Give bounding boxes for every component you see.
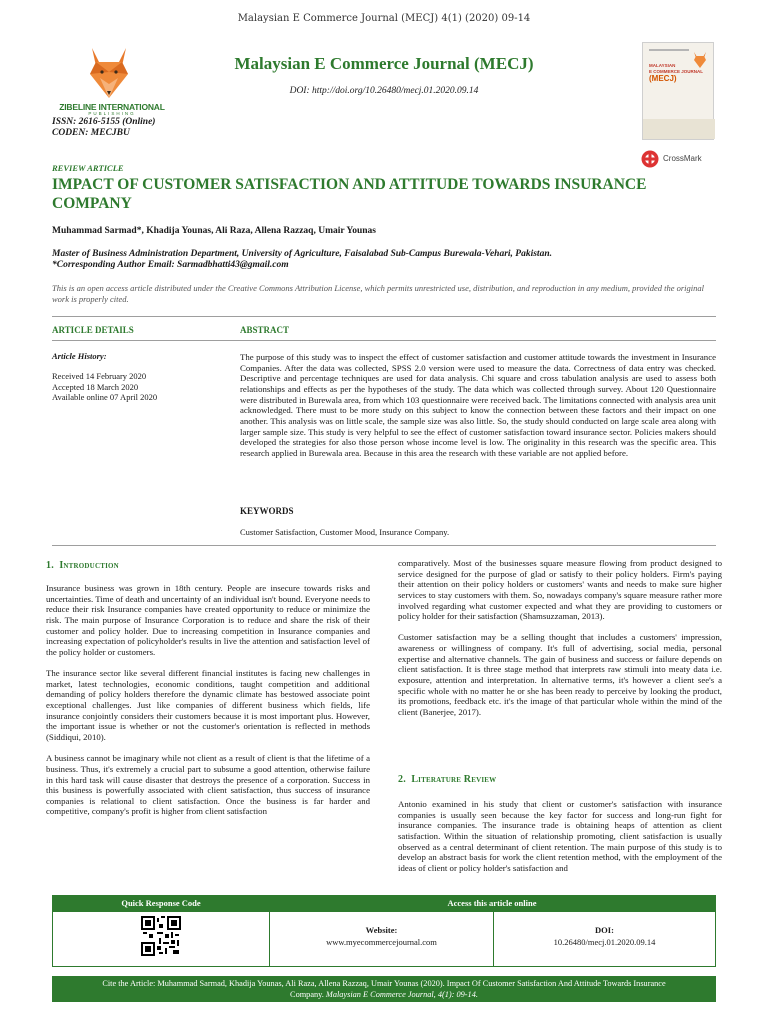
cover-title: MALAYSIAN E COMMERCE JOURNAL <box>649 63 704 74</box>
accepted-date: Accepted 18 March 2020 <box>52 381 139 392</box>
journal-title: Malaysian E Commerce Journal (MECJ) <box>234 54 534 73</box>
paragraph: comparatively. Most of the businesses square measure flowing from product designed to service designed for the purpose of glad or satisfy to their policy holders. Firm's paying their attention on their policy holders or customers' wants and needs to make sure higher services to stay customers with them. So, nowadays company's square measure rather more involved regarding what customer expected and what they are providing to customers or policy holder for their satisfaction (Shamsuzzaman, 2013). <box>398 558 722 622</box>
publisher-sub: PUBLISHING <box>88 111 136 116</box>
issn-block <box>52 117 155 139</box>
article-history <box>52 371 157 403</box>
left-column <box>46 583 370 828</box>
crossmark-icon <box>641 150 659 168</box>
citation-line: Cite the Article: Muhammad Sarmad, Khadija Younas, Ali Raza, Allena Razzaq, Umair Younas (2020). Impact Of Customer Satisfaction And Attitude Towards Insurance <box>102 979 666 988</box>
cover-strip <box>643 119 715 139</box>
access-heading: Access this article online <box>447 898 537 908</box>
section-heading-introduction: 1. Introduction <box>46 560 119 571</box>
divider-heading <box>52 340 716 341</box>
divider-bottom <box>52 545 716 546</box>
abstract-heading: ABSTRACT <box>240 325 290 335</box>
author-list: Muhammad Sarmad*, Khadija Younas, Ali Raza, Allena Razzaq, Umair Younas <box>52 226 377 236</box>
affiliation: Master of Business Administration Department, University of Agriculture, Faisalabad Sub-Campus Burewala-Vehari, Pakistan. <box>52 249 552 259</box>
history-label: Article History: <box>52 351 107 361</box>
paper-title: IMPACT OF CUSTOMER SATISFACTION AND ATTITUDE TOWARDS INSURANCE COMPANY <box>52 176 647 212</box>
crossmark-badge[interactable] <box>641 150 717 168</box>
paragraph: Customer satisfaction may be a selling thought that includes a customers' impression, awareness or willingness of company. It's full of advertising, social media, personal expertise and alternative channels. The gain of business and success or failure depends on client satisfaction. It is three stage method that interprets raw stimuli into meaty data i.e. exposure, attention and interpretation. In alternative terms, it's however a client see's a specific whole with no matter he or she has been ready to perceive by looking the product, its promotions, feedback etc. it's the image of that particular whole within the mind of the client (Banerjee, 2017). <box>398 632 722 718</box>
cover-top-bar <box>649 49 689 51</box>
article-details-heading: ARTICLE DETAILS <box>52 325 134 335</box>
journal-cover <box>642 42 714 140</box>
paragraph: A business cannot be imaginary while not client as a result of client is that the lifetime of a business. Thus, it's extremely a crucial part to subsume a good attention, otherwise failure in this hard task will cause disaster that destroys the presence of a corporation. Success in this business is powerfully associated with client satisfaction, thus success of insurance companies is relational to client satisfaction. Once the business is far harder and competitive, company's profit is higher from client satisfaction <box>46 753 370 817</box>
citation-line-2: Company. Malaysian E Commerce Journal, 4(1): 09-14. <box>290 990 478 999</box>
cover-fox-icon <box>691 51 709 69</box>
abstract-text: The purpose of this study was to inspect the effect of customer satisfaction and customer attitude towards the investment in Insurance Companies. After the data was collected, SPSS 2.0 version were used to measure the data. Correctness of data entry was checked. Descriptive and percentage techniques are used for data analysis. Chi square and cross tabulation analysis are used to assess both relationships and effects as per the hypotheses of the study. The data which was collected through survey. About 120 Questionnaire were distributed in Burewala area, from which 103 questionnaire were received back. The limitations connected with analysis area unit acknowledged. There must to be more study on this subject to know the connection between these factors and their impact on one another. This analysis was on little scale, the sample size was also little. So, the study should conducted on large scale area along with larger sample size. This study is very helpful to see the effect of customer satisfaction toward insurance sector. Policies makers should developed the strategies for also those person whose income level is low. The originality in this research was the specific area. This research applied in Burewala area. Because in this area the research with these variable are not applied before. <box>240 352 716 458</box>
qr-heading: Quick Response Code <box>121 898 201 908</box>
running-head: Malaysian E Commerce Journal (MECJ) 4(1) (2020) 09-14 <box>237 13 531 24</box>
publisher-name: ZIBELINE INTERNATIONAL <box>59 102 165 112</box>
doi-line[interactable]: DOI: http://doi.org/10.26480/mecj.01.2020.09.14 <box>289 86 479 96</box>
doi-value[interactable]: 10.26480/mecj.01.2020.09.14 <box>553 937 656 947</box>
article-type: REVIEW ARTICLE <box>52 163 124 173</box>
website-link[interactable]: www.myecommercejournal.com <box>326 937 437 947</box>
qr-code-icon[interactable] <box>141 916 181 956</box>
keywords: Customer Satisfaction, Customer Mood, Insurance Company. <box>240 527 450 537</box>
license-note: This is an open access article distributed under the Creative Commons Attribution License, which permits unrestricted use, distribution, and reproduction in any medium, provided the original work is properly cited. <box>52 283 705 304</box>
received-date: Received 14 February 2020 <box>52 371 147 381</box>
doi-label: DOI: <box>595 925 614 935</box>
corresponding-author: *Corresponding Author Email: Sarmadbhatti43@gmail.com <box>52 260 289 270</box>
online-date: Available online 07 April 2020 <box>52 392 158 402</box>
coden: CODEN: MECJBU <box>52 128 130 138</box>
divider-top <box>52 316 716 317</box>
citation-bar <box>52 976 716 1002</box>
section-heading-literature-review: 2. Literature Review <box>398 774 497 785</box>
crossmark-label: CrossMark <box>663 154 702 163</box>
keywords-heading: KEYWORDS <box>240 506 294 516</box>
paragraph: The insurance sector like several different financial institutes is facing new challenges in market, latest technologies, economic conditions, taught competition and additional demanding of policy holders therefore the dynamic climate has bestowed associate point exceptional challenges. Just like companies of different business which fields, life insurance conjointly considers their customers because it is most important plus. However, the important issue is whether or not the customer's orientation is reflected in methods (Siddiqui, 2010). <box>46 668 370 743</box>
paragraph: Insurance business was grown in 18th century. People are insecure towards risks and uncertainties. Time of death and uncertainty of an individual isn't bound. Everyone needs to reduce their risk Insurance companies have created opportunity to reduce or minimize the risk. The main purpose of Insurance Corporation is to reduce and share the risk of their customer and policy holder. Due to increasing competition in Insurance companies and increasing expectation of policyholder's results in live the attention and satisfaction level of the policy holder or customers. <box>46 583 370 657</box>
access-table <box>52 895 716 967</box>
right-column-bottom <box>398 799 722 884</box>
issn: ISSN: 2616-5155 (Online) <box>52 117 156 127</box>
website-label: Website: <box>365 925 398 935</box>
paragraph: Antonio examined in his study that client or customer's satisfaction with insurance companies is usually seen because the key factor for success and long-run fight for insurance companies. The insurance trade is obtaining heaps of attention as client satisfaction. Within the situation of relationship promoting, client satisfaction is usually observed as a central determinant of client retention. The main purpose of this study is to develop an abstract basis for work the client retention method, with the employment of the ideas of client or policy holder's satisfaction and <box>398 799 722 873</box>
right-column-top <box>398 558 722 728</box>
cover-abbr: (MECJ) <box>649 74 677 83</box>
affiliation-block <box>52 249 712 271</box>
